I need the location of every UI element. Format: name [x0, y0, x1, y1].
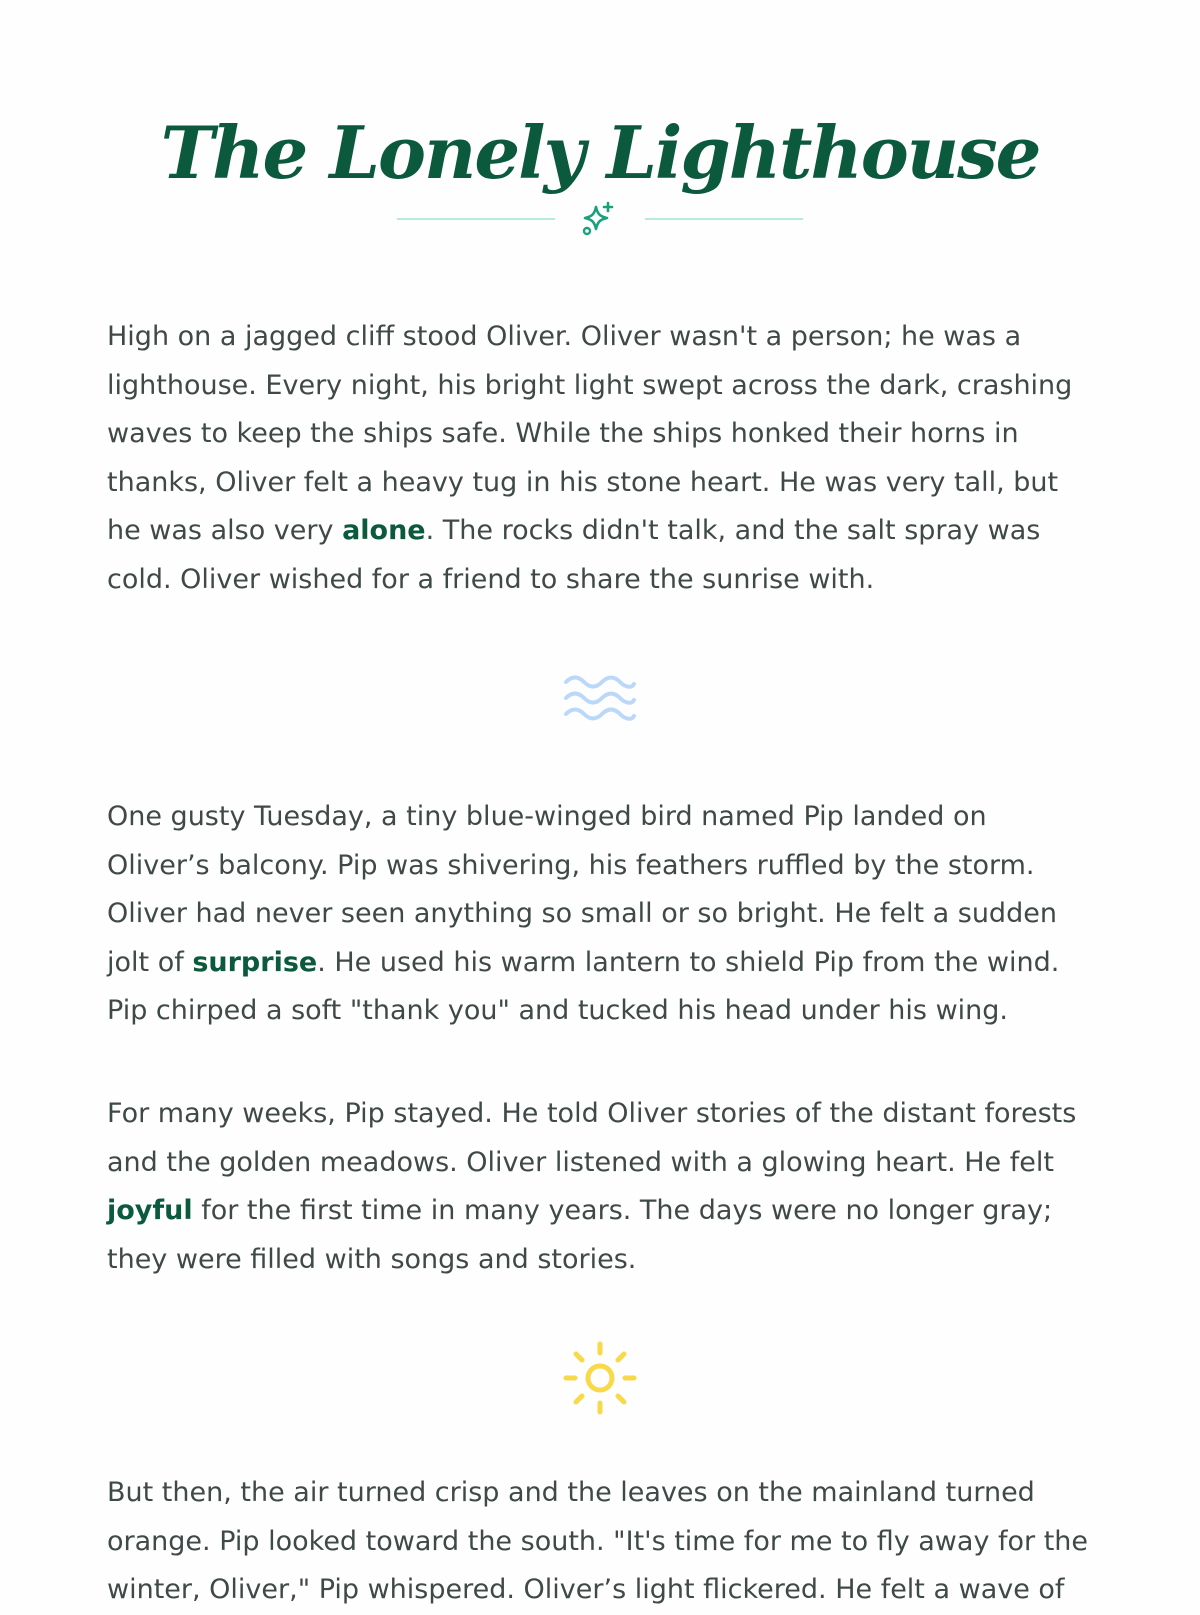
story-paragraph-2	[107, 793, 1097, 1036]
title-divider	[397, 200, 803, 238]
paragraph-text: But then, the air turned crisp and the leaves on the mainland turned orange. Pip looked toward the south. "It's time for me to fly away for the winter, Oliver," Pip whispered. Oliver’s light flickered. He felt a wave of	[107, 1477, 1089, 1605]
paragraph-text: High on a jagged cliff stood Oliver. Oliver wasn't a person; he was a lighthouse. Every night, his bright light swept across the dark, crashing waves to keep the ships safe. While the ships honked their horns in thanks, Oliver felt a heavy tug in his stone heart. He was very tall, but he was also very	[107, 321, 1073, 546]
emphasis-word: surprise	[192, 946, 318, 978]
waves-icon	[562, 670, 638, 730]
story-paragraph-4	[107, 1469, 1097, 1615]
story-paragraph-3	[107, 1090, 1097, 1284]
divider-line-left	[397, 218, 555, 220]
story-paragraph-1	[107, 313, 1097, 604]
divider-line-right	[645, 218, 803, 220]
paragraph-text: For many weeks, Pip stayed. He told Oliver stories of the distant forests and the golden meadows. Oliver listened with a glowing heart. He felt	[107, 1098, 1077, 1178]
paragraph-text: for the first time in many years. The days were no longer gray; they were filled with songs and stories.	[107, 1195, 1053, 1275]
sun-icon	[562, 1340, 638, 1416]
paragraph-text: One gusty Tuesday, a tiny blue-winged bird named Pip landed on Oliver’s balcony. Pip was shivering, his feathers ruffled by the storm. Oliver had never seen anything so small or so bright. He felt a sudden jolt of	[107, 801, 1057, 978]
paragraph-text: . He used his warm lantern to shield Pip from the wind. Pip chirped a soft "thank you" and tucked his head under his wing.	[107, 946, 1060, 1026]
paragraph-text: . The rocks didn't talk, and the salt spray was cold. Oliver wished for a friend to share the sunrise with.	[107, 515, 1041, 595]
emphasis-word: alone	[342, 515, 426, 546]
sparkle-icon	[579, 200, 619, 238]
emphasis-word-joyful: joyful	[107, 1195, 193, 1226]
story-title: The Lonely Lighthouse	[160, 110, 1040, 195]
